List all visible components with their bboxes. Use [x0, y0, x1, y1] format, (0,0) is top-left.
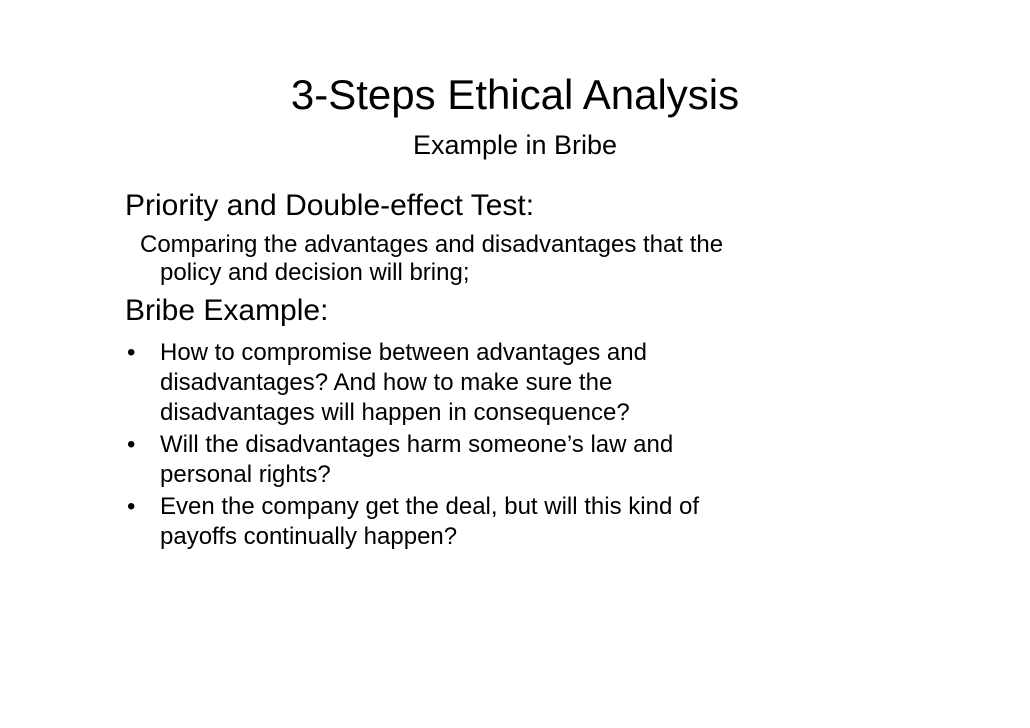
bullet-line: disadvantages? And how to make sure the — [160, 369, 613, 396]
bribe-example-bullet-list — [125, 338, 905, 554]
slide-title: 3-Steps Ethical Analysis — [290, 71, 740, 118]
priority-test-description — [140, 231, 900, 287]
bullet-marker: • — [127, 339, 136, 366]
bullet-marker: • — [127, 493, 136, 520]
description-line: Comparing the advantages and disadvantages that the — [140, 231, 724, 258]
bullet-item — [125, 492, 905, 552]
priority-test-heading: Priority and Double-effect Test: — [125, 189, 535, 222]
bullet-line: disadvantages will happen in consequence? — [160, 399, 630, 426]
bullet-text — [160, 492, 905, 552]
bullet-line: Will the disadvantages harm someone’s law and — [160, 431, 674, 458]
bullet-line: personal rights? — [160, 461, 331, 488]
slide-subtitle: Example in Bribe — [412, 130, 618, 160]
bullet-line: How to compromise between advantages and — [160, 339, 647, 366]
bullet-text — [160, 430, 905, 490]
bullet-item — [125, 338, 905, 428]
bullet-item — [125, 430, 905, 490]
bullet-marker: • — [127, 431, 136, 458]
bribe-example-heading: Bribe Example: — [125, 294, 329, 327]
bullet-text — [160, 338, 905, 428]
bullet-line: Even the company get the deal, but will this kind of — [160, 493, 699, 520]
description-line: policy and decision will bring; — [160, 259, 470, 286]
bullet-line: payoffs continually happen? — [160, 523, 458, 550]
